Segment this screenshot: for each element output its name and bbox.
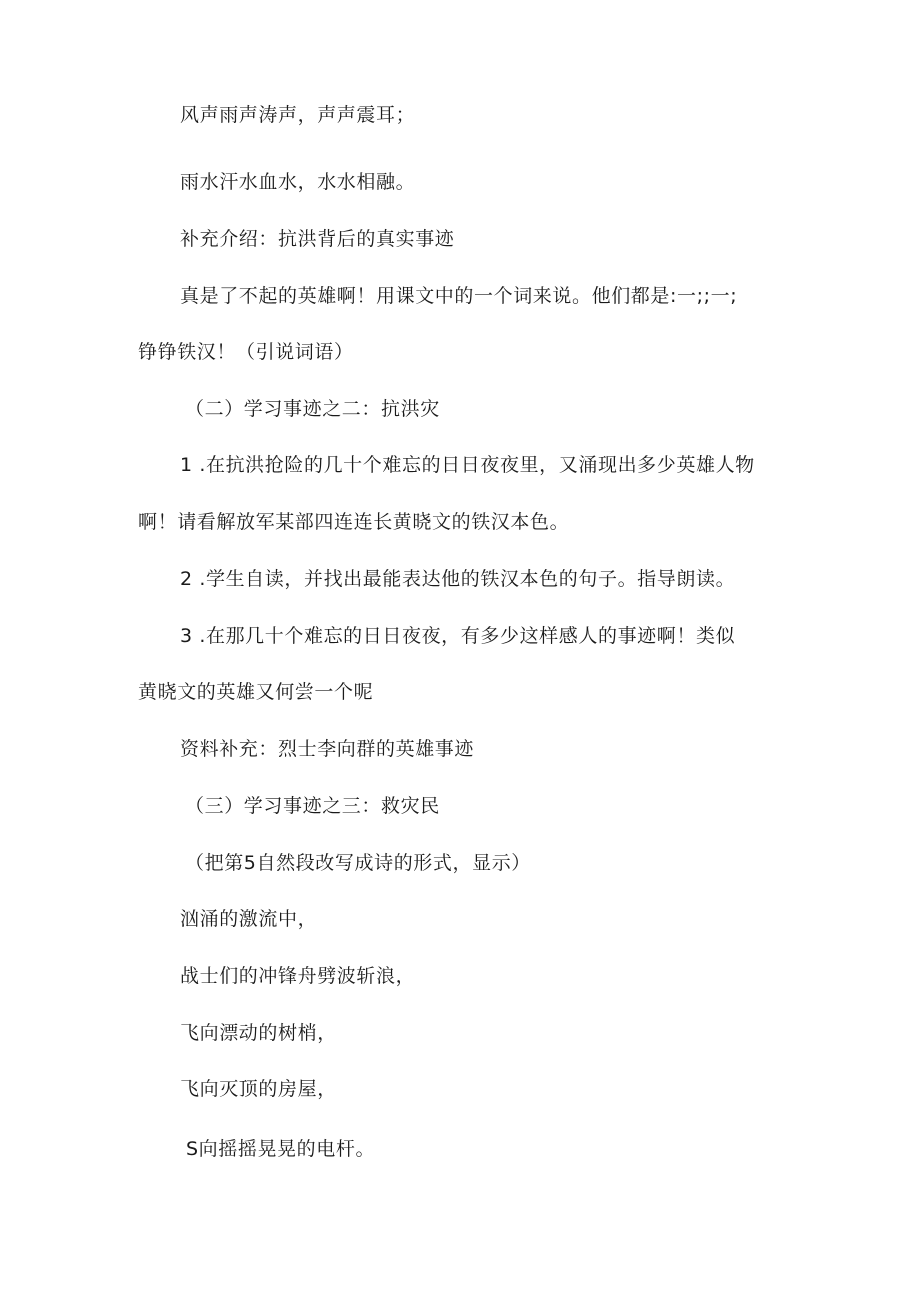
poem-line-torrent: 汹涌的激流中，: [180, 908, 318, 930]
poem-line-wind-rain: 风声雨声涛声，声声震耳；: [180, 104, 416, 126]
material-supplement: 资料补充：烈士李向群的英雄事迹: [180, 738, 475, 760]
section-heading-3: （三）学习事迹之三：救灾民: [185, 795, 440, 817]
paragraph-heroes-line-2: 铮铮铁汉！（引说词语）: [138, 341, 354, 363]
poem-line-treetops: 飞向漂动的树梢，: [180, 1022, 337, 1044]
section-heading-2: （二）学习事迹之二：抗洪灾: [185, 398, 440, 420]
poem-line-poles: S向摇摇晃晃的电杆。: [186, 1138, 376, 1160]
poem-line-assault-boat: 战士们的冲锋舟劈波斩浪，: [180, 965, 416, 987]
item-1-line-1: 1 .在抗洪抢险的几十个难忘的日日夜夜里，又涌现出多少英雄人物: [180, 454, 755, 476]
item-3-line-2: 黄晓文的英雄又何尝一个呢: [138, 681, 374, 703]
item-2: 2 .学生自读，并找出最能表达他的铁汉本色的句子。指导朗读。: [180, 568, 736, 590]
supplement-intro: 补充介绍：抗洪背后的真实事迹: [180, 228, 455, 250]
item-1-line-2: 啊！请看解放军某部四连连长黄晓文的铁汉本色。: [138, 511, 570, 533]
item-3-line-1: 3 .在那几十个难忘的日日夜夜，有多少这样感人的事迹啊！类似: [180, 625, 736, 647]
paragraph-heroes-line-1: 真是了不起的英雄啊！用课文中的一个词来说。他们都是:一;;一;: [180, 285, 738, 307]
rewrite-note: （把第5自然段改写成诗的形式，显示）: [185, 852, 531, 874]
poem-line-houses: 飞向灭顶的房屋，: [180, 1078, 337, 1100]
poem-line-rain-sweat: 雨水汗水血水，水水相融。: [180, 171, 416, 193]
